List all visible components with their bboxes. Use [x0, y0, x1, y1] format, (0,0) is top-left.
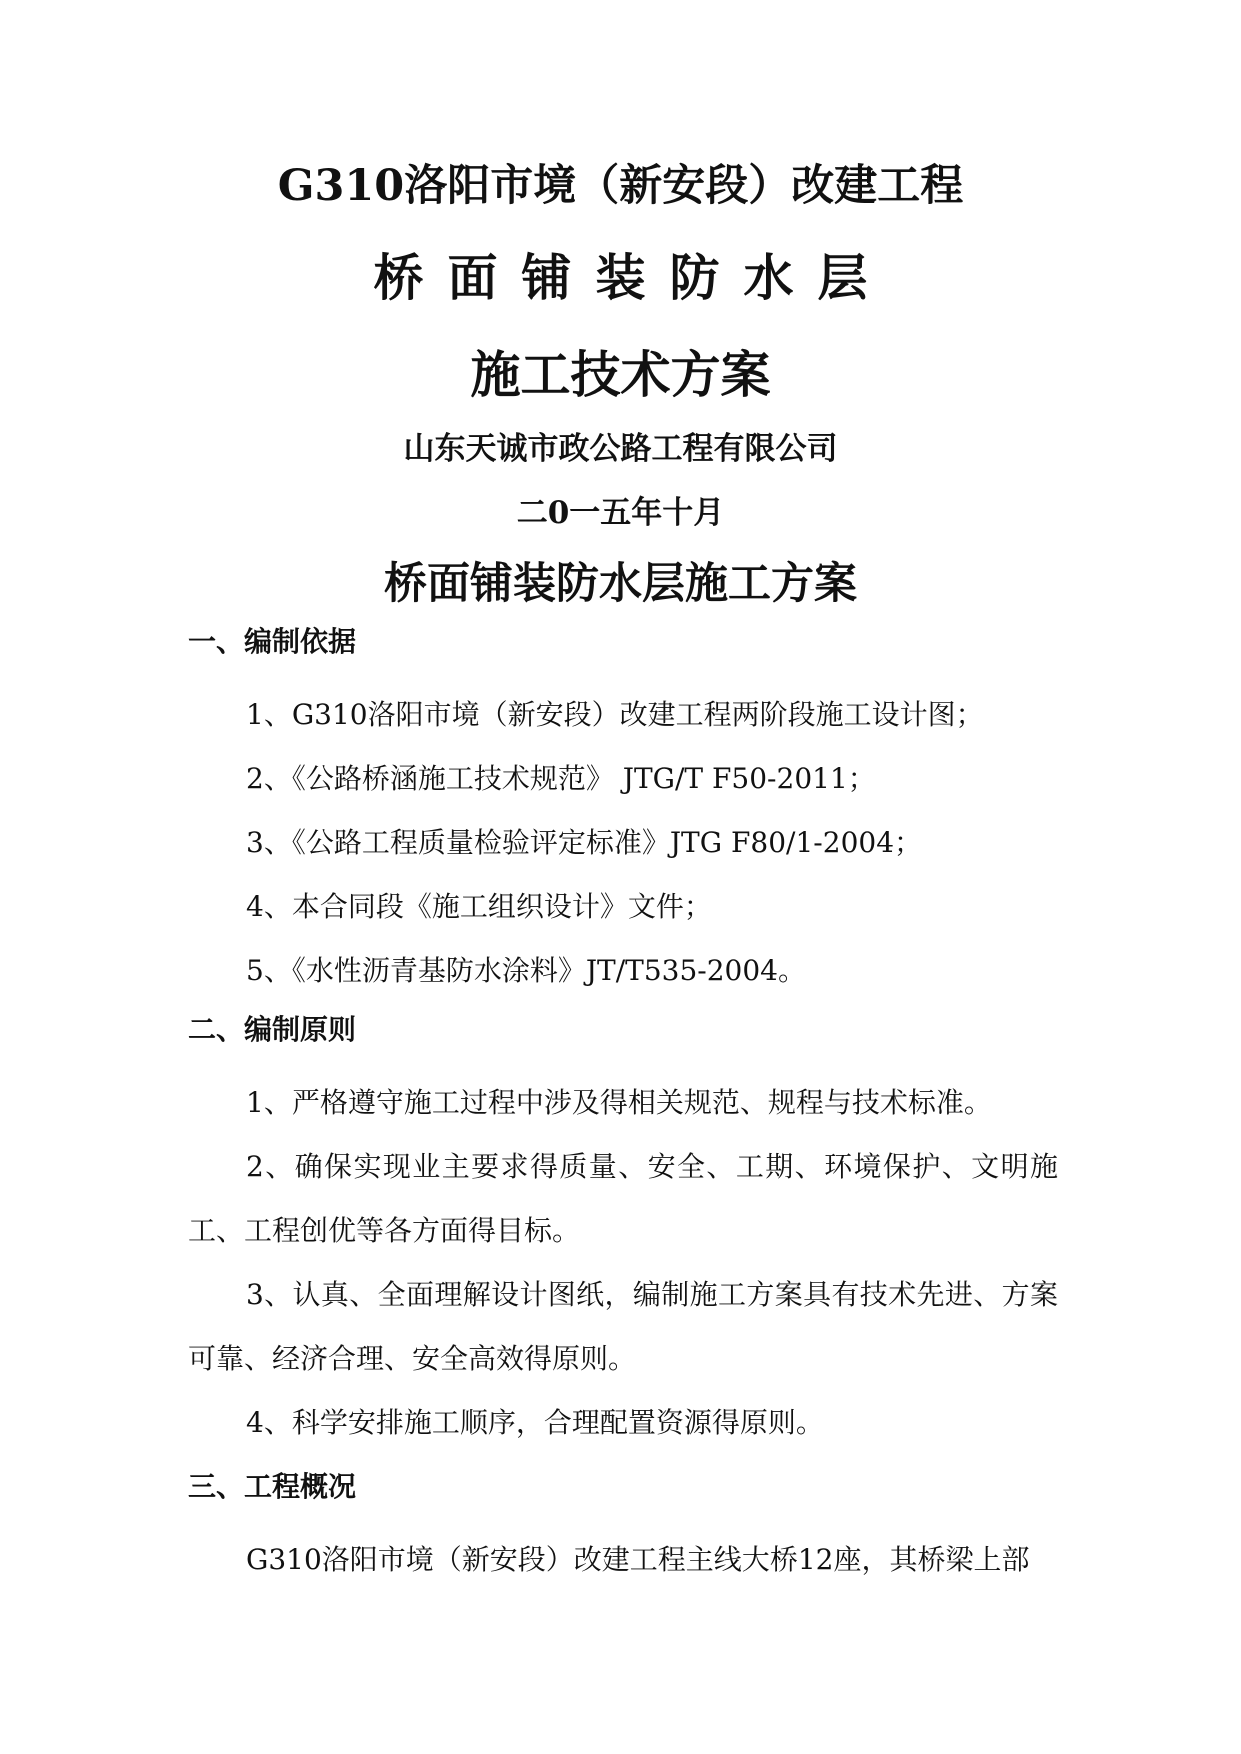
- basis-item-2: 2、《公路桥涵施工技术规范》 JTG/T F50-2011；: [246, 762, 876, 795]
- principle-item-2: 2、确保实现业主要求得质量、安全、工期、环境保护、文明施工、工程创优等各方面得目标。: [188, 1150, 1058, 1247]
- document-date: 二0一五年十月: [516, 495, 725, 531]
- principle-item-1: 1、严格遵守施工过程中涉及得相关规范、规程与技术标准。: [246, 1086, 992, 1119]
- document-title: 桥面铺装防水层施工方案: [384, 559, 857, 609]
- basis-item-3: 3、《公路工程质量检验评定标准》JTG F80/1-2004；: [246, 826, 923, 859]
- cover-title-line2: 桥面铺装防水层: [373, 248, 892, 307]
- section-heading-overview: 三、工程概况: [188, 1470, 357, 1503]
- basis-item-5: 5、《水性沥青基防水涂料》JT/T535-2004。: [246, 954, 806, 987]
- cover-title-line3: 施工技术方案: [470, 345, 771, 404]
- principle-item-4: 4、科学安排施工顺序，合理配置资源得原则。: [246, 1406, 824, 1439]
- principle-item-3: 3、认真、全面理解设计图纸，编制施工方案具有技术先进、方案可靠、经济合理、安全高效得原则。: [188, 1278, 1058, 1375]
- cover-title-line1: G310洛阳市境（新安段）改建工程: [277, 161, 964, 211]
- section-heading-basis: 一、编制依据: [188, 625, 357, 658]
- overview-paragraph: G310洛阳市境（新安段）改建工程主线大桥12座，其桥梁上部: [246, 1543, 1030, 1576]
- company-name: 山东天诚市政公路工程有限公司: [403, 431, 838, 467]
- section-heading-principles: 二、编制原则: [188, 1013, 357, 1046]
- basis-item-4: 4、本合同段《施工组织设计》文件；: [246, 890, 712, 923]
- basis-item-1: 1、G310洛阳市境（新安段）改建工程两阶段施工设计图；: [246, 698, 984, 731]
